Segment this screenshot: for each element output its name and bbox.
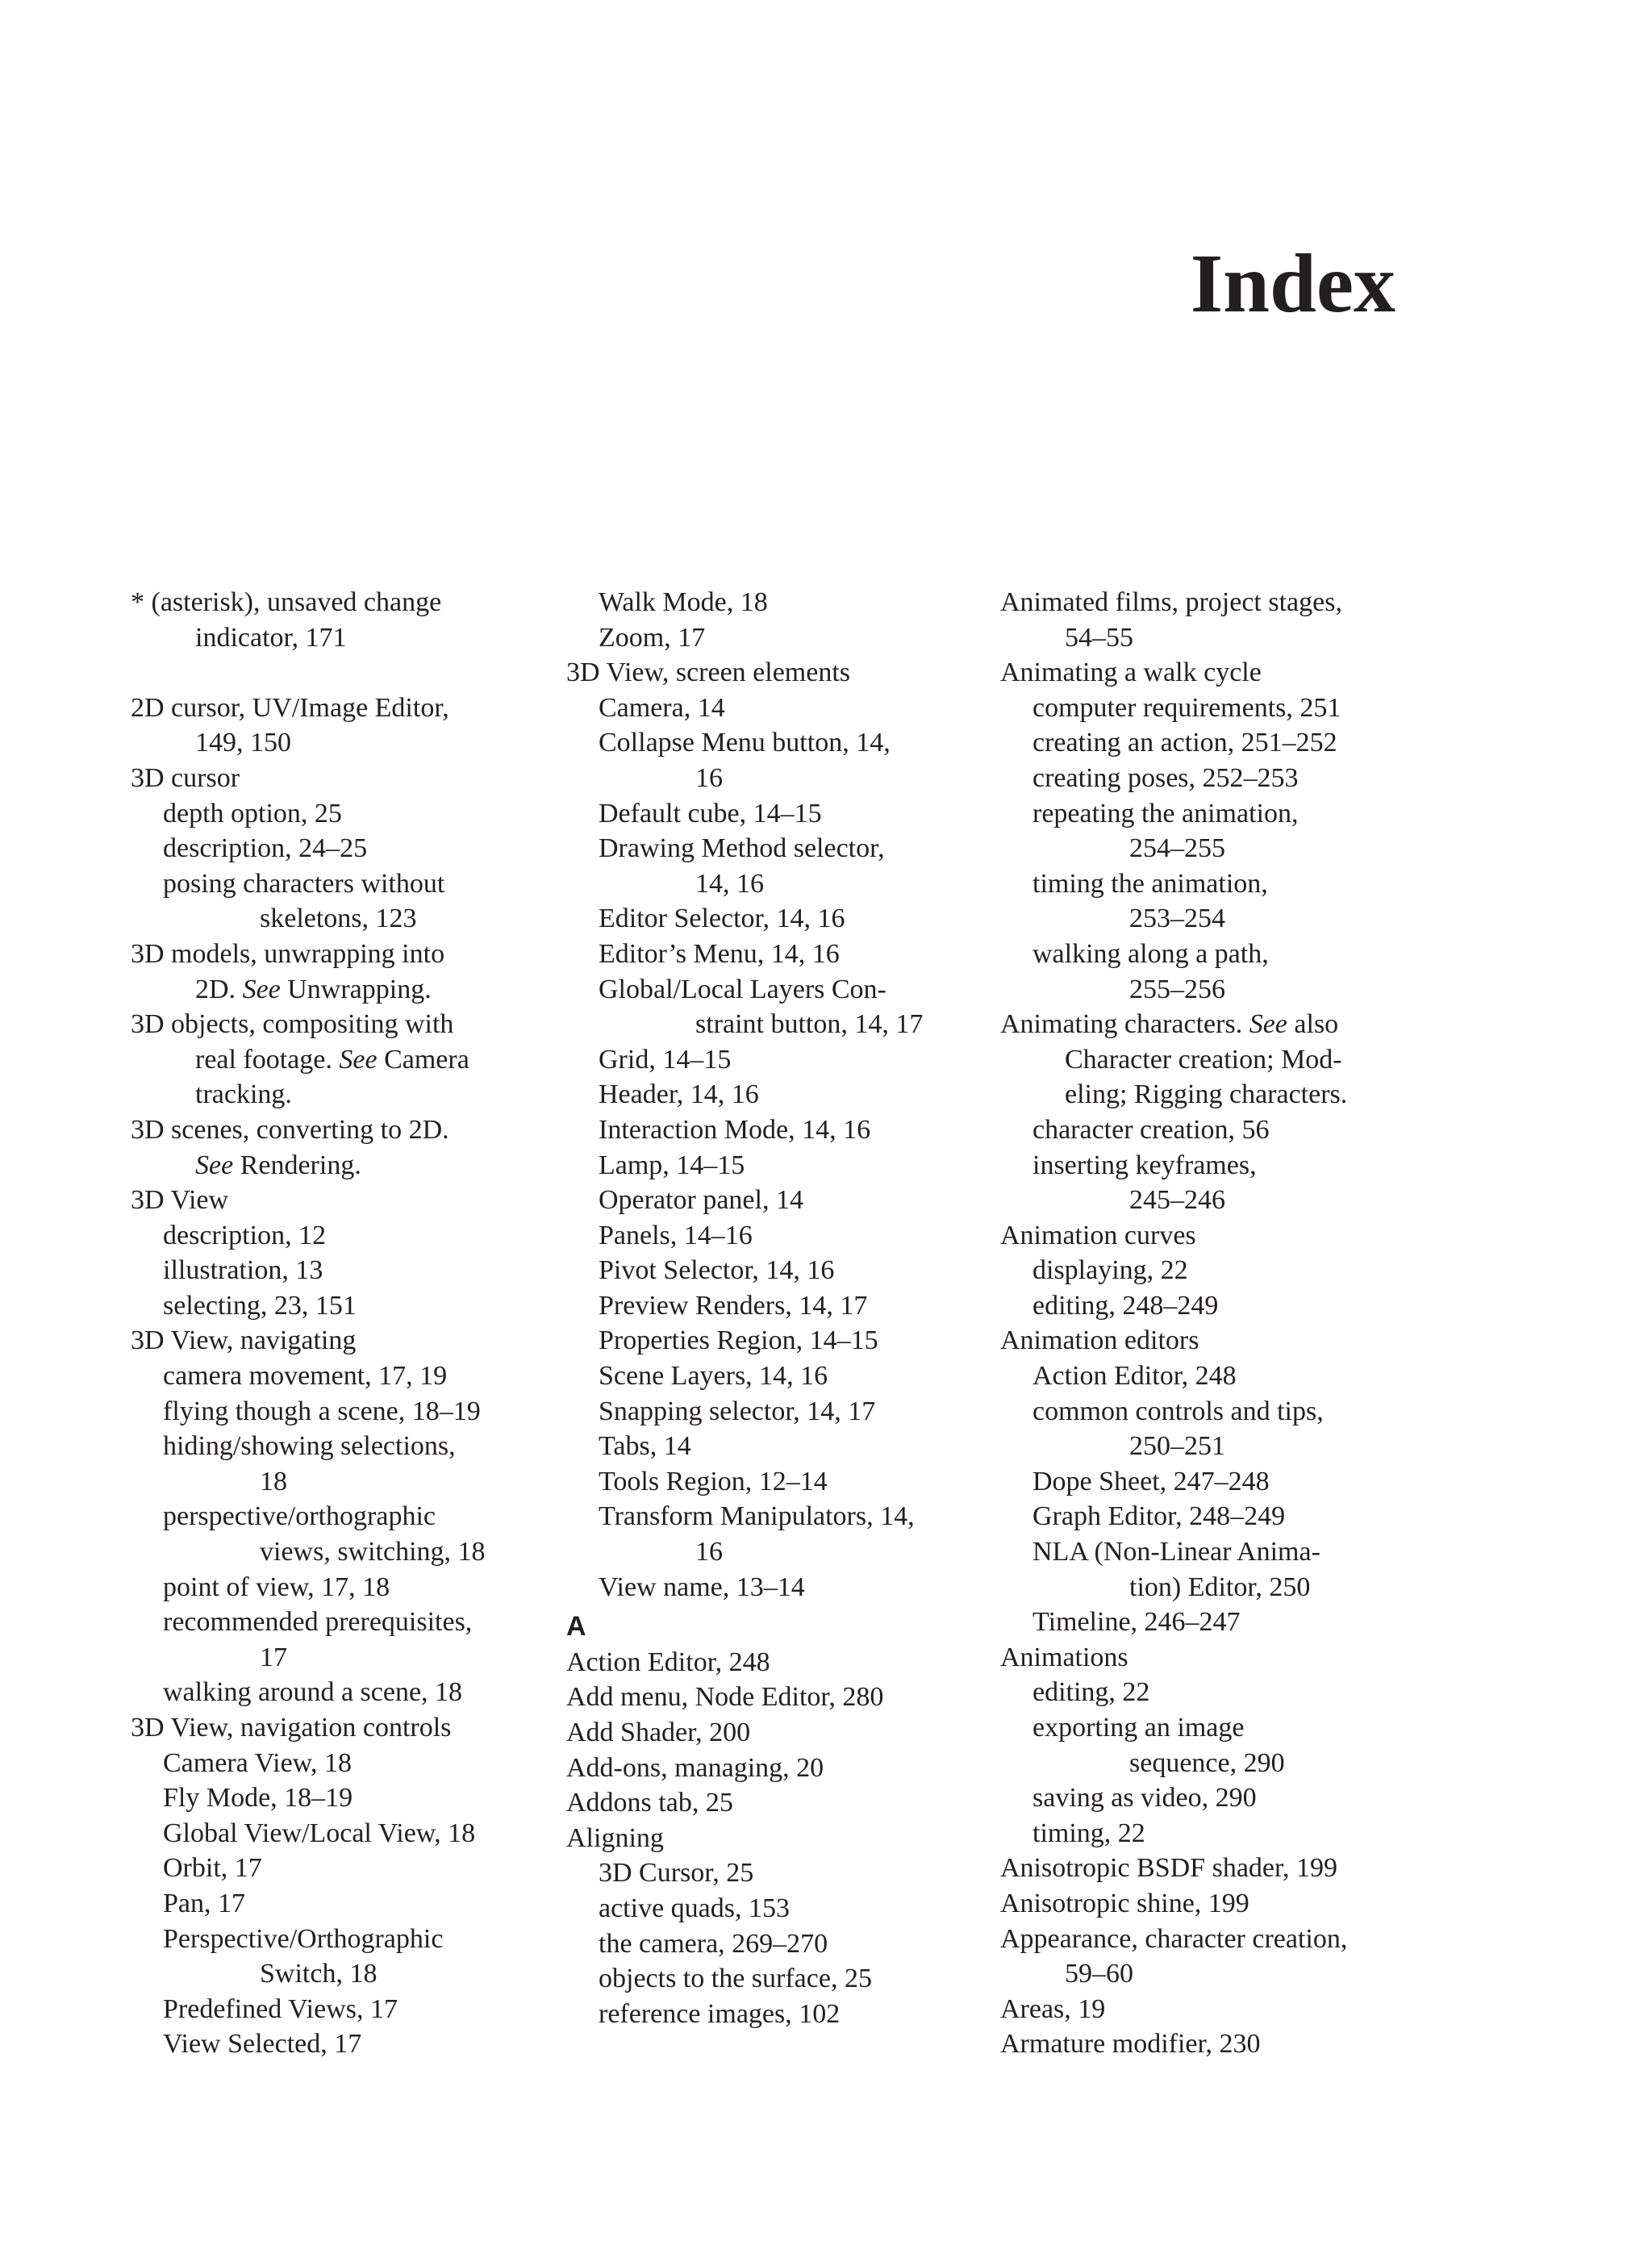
index-subentry bbox=[566, 1464, 986, 1500]
index-subentry bbox=[1000, 1710, 1452, 1780]
entry-continuation-line: See Rendering. bbox=[195, 1150, 361, 1180]
entry-line: 3D View, navigation controls bbox=[131, 1713, 452, 1743]
index-subentry bbox=[566, 620, 986, 656]
entry-line: description, 24–25 bbox=[163, 833, 368, 864]
entry-line: Properties Region, 14–15 bbox=[599, 1325, 878, 1356]
entry-line: Interaction Mode, 14, 16 bbox=[599, 1114, 871, 1145]
entry-line: Add Shader, 200 bbox=[566, 1718, 751, 1747]
entry-line: inserting keyframes, bbox=[1032, 1150, 1257, 1180]
entry-continuation-line: views, switching, 18 bbox=[260, 1537, 486, 1567]
entry-continuation-line: 254–255 bbox=[1129, 833, 1225, 864]
index-subentry bbox=[566, 1891, 986, 1926]
entry-line: point of view, 17, 18 bbox=[163, 1572, 390, 1602]
entry-line: depth option, 25 bbox=[163, 798, 342, 829]
index-subentry bbox=[1000, 937, 1452, 1007]
entry-line: displaying, 22 bbox=[1032, 1255, 1188, 1286]
entry-continuation-line: 149, 150 bbox=[195, 728, 291, 758]
entry-line: Action Editor, 248 bbox=[566, 1647, 770, 1677]
index-subentry bbox=[1000, 1288, 1452, 1324]
index-subentry bbox=[131, 1922, 550, 1992]
index-column-3 bbox=[1000, 585, 1452, 2062]
index-subentry bbox=[131, 1675, 550, 1710]
entry-line: Anisotropic BSDF shader, 199 bbox=[1000, 1853, 1337, 1884]
entry-line: Default cube, 14–15 bbox=[599, 798, 822, 829]
index-subentry bbox=[131, 1359, 550, 1394]
entry-line: hiding/showing selections, bbox=[163, 1431, 456, 1462]
entry-line: editing, 248–249 bbox=[1032, 1290, 1219, 1321]
entry-continuation-line: tracking. bbox=[195, 1079, 292, 1110]
entry-continuation-line: 16 bbox=[695, 762, 723, 793]
index-subentry bbox=[1000, 1464, 1452, 1500]
entry-line: objects to the surface, 25 bbox=[599, 1964, 872, 1994]
index-subentry bbox=[131, 831, 550, 866]
index-subentry bbox=[131, 1570, 550, 1605]
index-subentry bbox=[1000, 761, 1452, 796]
entry-line: Pivot Selector, 14, 16 bbox=[599, 1255, 835, 1286]
entry-line: 3D View, screen elements bbox=[566, 657, 851, 688]
entry-line: flying though a scene, 18–19 bbox=[163, 1396, 481, 1426]
index-entry bbox=[131, 1323, 550, 1359]
entry-line: 3D scenes, converting to 2D. bbox=[131, 1114, 449, 1145]
entry-line: Action Editor, 248 bbox=[1032, 1361, 1237, 1392]
entry-line: description, 12 bbox=[163, 1220, 327, 1250]
index-subentry bbox=[131, 1429, 550, 1499]
entry-line: walking along a path, bbox=[1032, 938, 1269, 969]
entry-line: Drawing Method selector, bbox=[599, 833, 885, 864]
entry-line: timing the animation, bbox=[1032, 868, 1268, 899]
entry-continuation-line: 14, 16 bbox=[695, 868, 764, 899]
entry-line: Dope Sheet, 247–248 bbox=[1032, 1466, 1270, 1496]
entry-continuation-line: tion) Editor, 250 bbox=[1129, 1572, 1311, 1602]
index-subentry bbox=[1000, 796, 1452, 866]
entry-line: Scene Layers, 14, 16 bbox=[599, 1361, 828, 1392]
entry-line: Camera, 14 bbox=[599, 692, 725, 723]
index-entry bbox=[1000, 655, 1452, 691]
index-subentry bbox=[1000, 866, 1452, 937]
entry-line: 2D cursor, UV/Image Editor, bbox=[131, 692, 449, 723]
entry-continuation-line: 18 bbox=[260, 1466, 287, 1496]
entry-line: recommended prerequisites, bbox=[163, 1607, 473, 1638]
entry-line: View Selected, 17 bbox=[163, 2029, 362, 2060]
index-subentry bbox=[566, 585, 986, 620]
entry-line: 3D View, navigating bbox=[131, 1325, 357, 1356]
entry-line: common controls and tips, bbox=[1032, 1396, 1324, 1426]
entry-continuation-line: 59–60 bbox=[1065, 1959, 1133, 1989]
index-subentry bbox=[1000, 1148, 1452, 1218]
index-entry bbox=[1000, 1992, 1452, 2027]
entry-line: Aligning bbox=[566, 1822, 664, 1853]
entry-line: Camera View, 18 bbox=[163, 1747, 352, 1778]
entry-line: Animating characters. See also bbox=[1000, 1009, 1339, 1040]
index-subentry bbox=[1000, 1253, 1452, 1288]
entry-line: Preview Renders, 14, 17 bbox=[599, 1290, 868, 1321]
index-subentry bbox=[1000, 1112, 1452, 1148]
index-entry bbox=[131, 691, 550, 761]
index-subentry bbox=[131, 1218, 550, 1254]
entry-line: Editor’s Menu, 14, 16 bbox=[599, 938, 840, 969]
entry-continuation-line: 16 bbox=[695, 1537, 723, 1567]
letter-heading: A bbox=[566, 1611, 586, 1642]
index-entry bbox=[131, 585, 550, 655]
entry-line: Graph Editor, 248–249 bbox=[1032, 1501, 1286, 1532]
index-entry bbox=[1000, 1922, 1452, 1992]
index-subentry bbox=[566, 937, 986, 972]
entry-line: Zoom, 17 bbox=[599, 622, 706, 653]
entry-line: posing characters without bbox=[163, 868, 445, 899]
index-entry bbox=[566, 1821, 986, 1856]
entry-line: illustration, 13 bbox=[163, 1255, 323, 1286]
index-subentry bbox=[566, 1499, 986, 1569]
index-entry bbox=[131, 937, 550, 1007]
entry-line: Timeline, 246–247 bbox=[1032, 1607, 1241, 1638]
index-entry bbox=[1000, 2027, 1452, 2062]
entry-line: Armature modifier, 230 bbox=[1000, 2029, 1261, 2060]
index-entry bbox=[566, 1715, 986, 1751]
entry-line: saving as video, 290 bbox=[1032, 1783, 1257, 1814]
entry-continuation-line: Switch, 18 bbox=[260, 1959, 378, 1989]
index-entry bbox=[566, 1680, 986, 1715]
entry-line: 3D Cursor, 25 bbox=[599, 1858, 754, 1889]
index-subentry bbox=[566, 1112, 986, 1148]
index-entry bbox=[131, 1112, 550, 1183]
entry-line: reference images, 102 bbox=[599, 1998, 841, 2029]
index-subentry bbox=[566, 901, 986, 937]
entry-line: 3D View bbox=[131, 1185, 229, 1216]
entry-line: Snapping selector, 14, 17 bbox=[599, 1396, 876, 1426]
index-subentry bbox=[131, 1394, 550, 1430]
index-subentry bbox=[131, 1746, 550, 1781]
entry-line: Header, 14, 16 bbox=[599, 1079, 759, 1110]
index-entry bbox=[1000, 1218, 1452, 1254]
entry-line: Predefined Views, 17 bbox=[163, 1993, 398, 2024]
entry-line: Addons tab, 25 bbox=[566, 1788, 733, 1818]
entry-line: Tabs, 14 bbox=[599, 1431, 691, 1462]
entry-line: computer requirements, 251 bbox=[1032, 692, 1341, 723]
entry-line: Appearance, character creation, bbox=[1000, 1923, 1348, 1954]
index-subentry bbox=[1000, 1394, 1452, 1464]
index-subentry bbox=[131, 1851, 550, 1886]
index-entry bbox=[1000, 585, 1452, 655]
entry-continuation-line: Character creation; Mod- bbox=[1065, 1044, 1342, 1075]
entry-line: selecting, 23, 151 bbox=[163, 1290, 357, 1321]
entry-line: camera movement, 17, 19 bbox=[163, 1361, 448, 1392]
index-subentry bbox=[566, 1148, 986, 1183]
entry-line: NLA (Non-Linear Anima- bbox=[1032, 1537, 1320, 1567]
index-subentry bbox=[566, 1997, 986, 2032]
entry-line: editing, 22 bbox=[1032, 1677, 1150, 1708]
entry-line: Animation editors bbox=[1000, 1325, 1199, 1356]
index-subentry bbox=[131, 1780, 550, 1816]
entry-line: the camera, 269–270 bbox=[599, 1928, 828, 1959]
entry-line: Global View/Local View, 18 bbox=[163, 1818, 476, 1848]
index-subentry bbox=[1000, 1534, 1452, 1605]
index-subentry bbox=[1000, 725, 1452, 761]
entry-line: perspective/orthographic bbox=[163, 1501, 436, 1532]
entry-line: 3D objects, compositing with bbox=[131, 1009, 454, 1040]
entry-continuation-line: straint button, 14, 17 bbox=[695, 1009, 924, 1040]
index-entry bbox=[1000, 1007, 1452, 1112]
entry-line: Add menu, Node Editor, 280 bbox=[566, 1682, 884, 1713]
entry-line: Areas, 19 bbox=[1000, 1993, 1106, 2024]
index-entry bbox=[131, 1710, 550, 1746]
entry-line: walking around a scene, 18 bbox=[163, 1677, 463, 1708]
index-subentry bbox=[131, 1816, 550, 1851]
entry-line: Pan, 17 bbox=[163, 1888, 245, 1918]
entry-line: Fly Mode, 18–19 bbox=[163, 1783, 353, 1814]
entry-line: 3D models, unwrapping into bbox=[131, 938, 445, 969]
page-title: Index bbox=[1190, 237, 1395, 330]
entry-continuation-line: 2D. See Unwrapping. bbox=[195, 974, 432, 1004]
index-subentry bbox=[566, 1077, 986, 1112]
entry-line: * (asterisk), unsaved change bbox=[131, 587, 442, 617]
index-subentry bbox=[566, 1961, 986, 1997]
entry-line: Transform Manipulators, 14, bbox=[599, 1501, 915, 1532]
index-subentry bbox=[566, 1323, 986, 1359]
index-subentry bbox=[131, 2027, 550, 2062]
entry-line: active quads, 153 bbox=[599, 1893, 790, 1923]
index-subentry bbox=[566, 725, 986, 795]
entry-line: Editor Selector, 14, 16 bbox=[599, 904, 845, 934]
index-column-1 bbox=[131, 585, 550, 2062]
entry-line: Perspective/Orthographic bbox=[163, 1923, 444, 1954]
index-subentry bbox=[566, 1288, 986, 1324]
index-subentry bbox=[566, 1359, 986, 1394]
index-entry bbox=[566, 655, 986, 691]
entry-line: creating an action, 251–252 bbox=[1032, 728, 1337, 758]
index-subentry bbox=[566, 1183, 986, 1218]
index-subentry bbox=[131, 1288, 550, 1324]
entry-line: timing, 22 bbox=[1032, 1818, 1145, 1848]
index-subentry bbox=[566, 1394, 986, 1430]
index-subentry bbox=[131, 866, 550, 937]
index-entry bbox=[1000, 1886, 1452, 1922]
entry-continuation-line: indicator, 171 bbox=[195, 622, 347, 653]
entry-line: Tools Region, 12–14 bbox=[599, 1466, 828, 1496]
index-subentry bbox=[1000, 1675, 1452, 1710]
entry-continuation-line: skeletons, 123 bbox=[260, 904, 417, 934]
index-subentry bbox=[566, 972, 986, 1042]
index-entry bbox=[131, 1183, 550, 1218]
index-subentry bbox=[566, 1926, 986, 1962]
entry-line: creating poses, 252–253 bbox=[1032, 762, 1299, 793]
entry-line: View name, 13–14 bbox=[599, 1572, 805, 1602]
index-subentry bbox=[131, 1605, 550, 1675]
index-subentry bbox=[1000, 1605, 1452, 1640]
entry-line: character creation, 56 bbox=[1032, 1114, 1270, 1145]
index-subentry bbox=[1000, 1359, 1452, 1394]
index-entry bbox=[566, 1785, 986, 1821]
index-subentry bbox=[566, 831, 986, 901]
index-subentry bbox=[131, 1992, 550, 2027]
entry-line: repeating the animation, bbox=[1032, 798, 1299, 829]
index-subentry bbox=[566, 691, 986, 726]
entry-line: Animating a walk cycle bbox=[1000, 657, 1262, 688]
index-subentry bbox=[566, 796, 986, 832]
entry-line: Panels, 14–16 bbox=[599, 1220, 753, 1250]
index-subentry bbox=[131, 1499, 550, 1569]
index-entry bbox=[1000, 1851, 1452, 1886]
index-entry bbox=[1000, 1640, 1452, 1676]
index-entry bbox=[1000, 1323, 1452, 1359]
index-subentry bbox=[566, 1253, 986, 1288]
index-column-2 bbox=[566, 585, 986, 2031]
index-subentry bbox=[566, 1218, 986, 1254]
index-subentry bbox=[1000, 1499, 1452, 1534]
entry-continuation-line: 250–251 bbox=[1129, 1431, 1225, 1462]
entry-line: Animation curves bbox=[1000, 1220, 1196, 1250]
entry-continuation-line: 255–256 bbox=[1129, 974, 1225, 1004]
entry-continuation-line: 17 bbox=[260, 1642, 287, 1672]
index-subentry bbox=[131, 796, 550, 832]
entry-line: Collapse Menu button, 14, bbox=[599, 728, 891, 758]
index-entry bbox=[566, 1645, 986, 1680]
index-subentry bbox=[566, 1570, 986, 1605]
index-entry bbox=[131, 1007, 550, 1112]
index-subentry bbox=[566, 1042, 986, 1078]
entry-line: Add-ons, managing, 20 bbox=[566, 1752, 824, 1783]
entry-continuation-line: 54–55 bbox=[1065, 622, 1133, 653]
entry-continuation-line: eling; Rigging characters. bbox=[1065, 1079, 1348, 1110]
index-entry bbox=[131, 761, 550, 796]
entry-line: Lamp, 14–15 bbox=[599, 1150, 745, 1180]
entry-gap bbox=[131, 655, 550, 691]
entry-line: Animations bbox=[1000, 1642, 1128, 1672]
index-subentry bbox=[566, 1429, 986, 1464]
entry-continuation-line: 245–246 bbox=[1129, 1185, 1225, 1216]
entry-line: Orbit, 17 bbox=[163, 1853, 262, 1884]
entry-line: Walk Mode, 18 bbox=[599, 587, 768, 617]
index-subentry bbox=[131, 1886, 550, 1922]
index-subentry bbox=[1000, 691, 1452, 726]
index-subentry bbox=[1000, 1816, 1452, 1851]
entry-continuation-line: real footage. See Camera bbox=[195, 1044, 469, 1075]
index-subentry bbox=[566, 1855, 986, 1891]
index-subentry bbox=[1000, 1780, 1452, 1816]
entry-continuation-line: sequence, 290 bbox=[1129, 1747, 1285, 1778]
entry-line: 3D cursor bbox=[131, 762, 240, 793]
entry-line: Grid, 14–15 bbox=[599, 1044, 732, 1075]
entry-line: exporting an image bbox=[1032, 1713, 1245, 1743]
entry-line: Global/Local Layers Con- bbox=[599, 974, 886, 1004]
entry-line: Animated films, project stages, bbox=[1000, 587, 1342, 617]
entry-line: Operator panel, 14 bbox=[599, 1185, 803, 1216]
index-subentry bbox=[131, 1253, 550, 1288]
entry-line: Anisotropic shine, 199 bbox=[1000, 1888, 1249, 1918]
index-entry bbox=[566, 1751, 986, 1786]
entry-continuation-line: 253–254 bbox=[1129, 904, 1225, 934]
